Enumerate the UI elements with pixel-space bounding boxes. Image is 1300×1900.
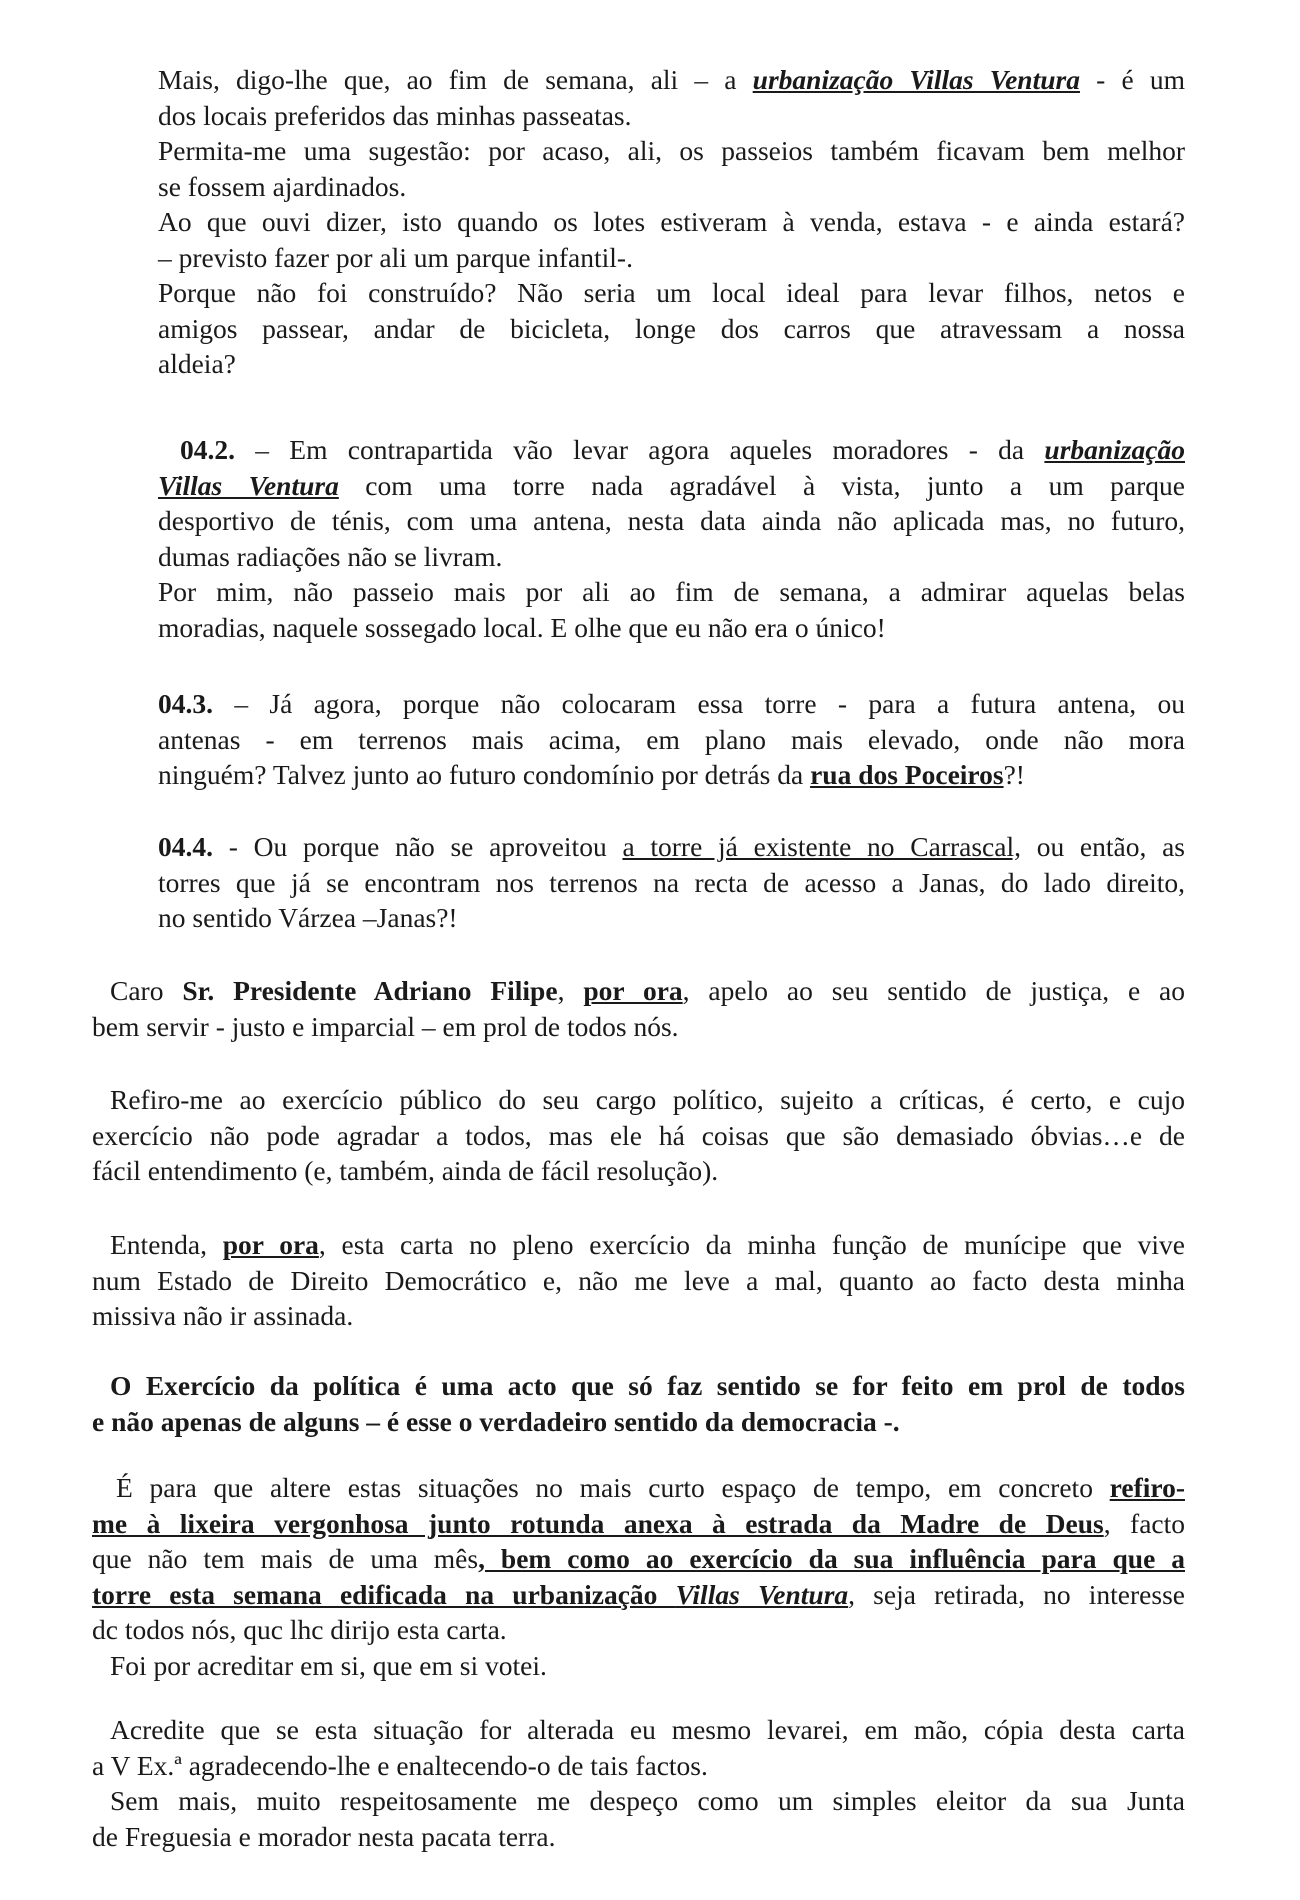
- text-line: a V Ex.ª agradecendo-lhe e enaltecendo-o de tais factos.: [92, 1749, 708, 1781]
- text-line: se fossem ajardinados.: [158, 170, 407, 202]
- text-line: amigos passear, andar de bicicleta, longe dos carros que atravessam a nossa: [158, 312, 1185, 344]
- emphasis-urbanizacao: urbanização: [1044, 434, 1185, 465]
- text-line: no sentido Várzea –Janas?!: [158, 902, 458, 933]
- emphasis-villas-ventura: urbanização Villas Ventura: [752, 64, 1080, 95]
- text-line: de Freguesia e morador nesta pacata terra.: [92, 1820, 556, 1852]
- text-line: Foi por acreditar em si, que em si votei.: [110, 1649, 547, 1681]
- text-line: Mais, digo-lhe que, ao fim de semana, ali – a urbanização Villas Ventura - é um: [158, 64, 1185, 95]
- emphasis-rua-dos-poceiros: rua dos Poceiros: [810, 759, 1004, 790]
- text-line: – previsto fazer por ali um parque infantil-.: [158, 241, 633, 273]
- text-line: 04.3. – Já agora, porque não colocaram essa torre - para a futura antena, ou: [158, 688, 1185, 719]
- text-line: que não tem mais de uma mês, bem como ao exercício da sua influência para que a: [92, 1543, 1186, 1574]
- text-line: e não apenas de alguns – é esse o verdadeiro sentido da democracia -.: [92, 1405, 900, 1437]
- paragraph-closing: [92, 1712, 1185, 1854]
- text-line: Acredite que se esta situação for alterada eu mesmo levarei, em mão, cópia desta carta: [110, 1714, 1185, 1745]
- text-line: me à lixeira vergonhosa junto rotunda anexa à estrada da Madre de Deus, facto: [92, 1507, 1186, 1539]
- text-line: missiva não ir assinada.: [92, 1300, 354, 1331]
- text-line: Entenda, por ora, esta carta no pleno exercício da minha função de munícipe que vive: [110, 1229, 1185, 1260]
- text-line: 04.2. – Em contrapartida vão levar agora aqueles moradores - da urbanização: [158, 432, 1185, 468]
- text-line: O Exercício da política é uma acto que só faz sentido se for feito em prol de todos: [110, 1370, 1185, 1401]
- text-line: Sem mais, muito respeitosamente me despeço como um simples eleitor da sua Junta: [110, 1785, 1185, 1816]
- text-line: Por mim, não passeio mais por ali ao fim de semana, a admirar aquelas belas: [158, 576, 1185, 607]
- emphasis-torre: torre esta semana edificada na urbanização: [92, 1578, 676, 1610]
- text-line: torre esta semana edificada na urbanização Villas Ventura, seja retirada, no interesse: [92, 1578, 1185, 1610]
- paragraph-refiro-me: [92, 1082, 1185, 1189]
- paragraph-presidente: [92, 973, 1185, 1044]
- emphasis-villas-ventura: Villas Ventura: [158, 469, 339, 501]
- emphasis-lixeira: me à lixeira vergonhosa junto rotunda anexa à estrada da Madre de Deus: [92, 1507, 1104, 1539]
- text-line: dos locais preferidos das minhas passeatas.: [158, 99, 632, 131]
- section-number: 04.3.: [158, 688, 213, 719]
- text-line: Permita-me uma sugestão: por acaso, ali, os passeios também ficavam bem melhor: [158, 135, 1185, 166]
- text-line: Villas Ventura com uma torre nada agradável à vista, junto a um parque: [158, 469, 1185, 501]
- section-04-3: [158, 686, 1185, 793]
- section-number: 04.4.: [158, 831, 213, 862]
- text-line: exercício não pode agradar a todos, mas ele há coisas que são demasiado óbvias…e de: [92, 1119, 1185, 1151]
- section-number: 04.2.: [180, 434, 235, 465]
- text-line: antenas - em terrenos mais acima, em plano mais elevado, onde não mora: [158, 723, 1185, 755]
- text-line: 04.4. - Ou porque não se aproveitou a torre já existente no Carrascal, ou então, as: [158, 831, 1185, 862]
- text-line: Porque não foi construído? Não seria um local ideal para levar filhos, netos e: [158, 277, 1185, 308]
- emphasis-refiro: refiro-: [1109, 1472, 1185, 1503]
- emphasis-por-ora: por ora: [583, 975, 683, 1006]
- section-04-4: [158, 829, 1185, 936]
- emphasis-por-ora: por ora: [222, 1229, 319, 1260]
- text-line: É para que altere estas situações no mais curto espaço de tempo, em concreto refiro-: [116, 1472, 1185, 1503]
- text-line: Ao que ouvi dizer, isto quando os lotes estiveram à venda, estava - e ainda estará?: [158, 206, 1185, 237]
- text-line: dc todos nós, quc lhc dirijo esta carta.: [92, 1614, 507, 1645]
- text-line: bem servir - justo e imparcial – em prol de todos nós.: [92, 1010, 679, 1042]
- emphasis-presidente: Sr. Presidente Adriano Filipe: [182, 975, 558, 1006]
- text-line: torres que já se encontram nos terrenos na recta de acesso a Janas, do lado direito,: [158, 866, 1185, 898]
- emphasis-villas-ventura: Villas Ventura: [675, 1578, 849, 1610]
- text-line: aldeia?: [158, 348, 236, 379]
- section-04-2: [158, 432, 1185, 645]
- text-line: dumas radiações não se livram.: [158, 540, 503, 572]
- text-line: ninguém? Talvez junto ao futuro condomínio por detrás da rua dos Poceiros?!: [158, 759, 1025, 790]
- text-line: moradias, naquele sossegado local. E olhe que eu não era o único!: [158, 611, 886, 643]
- paragraph-request: [92, 1470, 1185, 1683]
- text-line: Caro Sr. Presidente Adriano Filipe, por ora, apelo ao seu sentido de justiça, e ao: [110, 975, 1185, 1006]
- text-line: Refiro-me ao exercício público do seu cargo político, sujeito a críticas, é certo, e cujo: [110, 1084, 1185, 1115]
- paragraph-entenda: [92, 1227, 1185, 1334]
- emphasis-influencia: , bem como ao exercício da sua influência para que a: [478, 1543, 1186, 1574]
- text-line: num Estado de Direito Democrático e, não me leve a mal, quanto ao facto desta minha: [92, 1264, 1185, 1296]
- paragraph-politica-statement: [92, 1368, 1185, 1439]
- emphasis-torre-carrascal: a torre já existente no Carrascal,: [622, 831, 1021, 862]
- text-line: desportivo de ténis, com uma antena, nesta data ainda não aplicada mas, no futuro,: [158, 505, 1185, 536]
- paragraph-villas-walks: [158, 62, 1185, 382]
- text-line: fácil entendimento (e, também, ainda de fácil resolução).: [92, 1155, 719, 1186]
